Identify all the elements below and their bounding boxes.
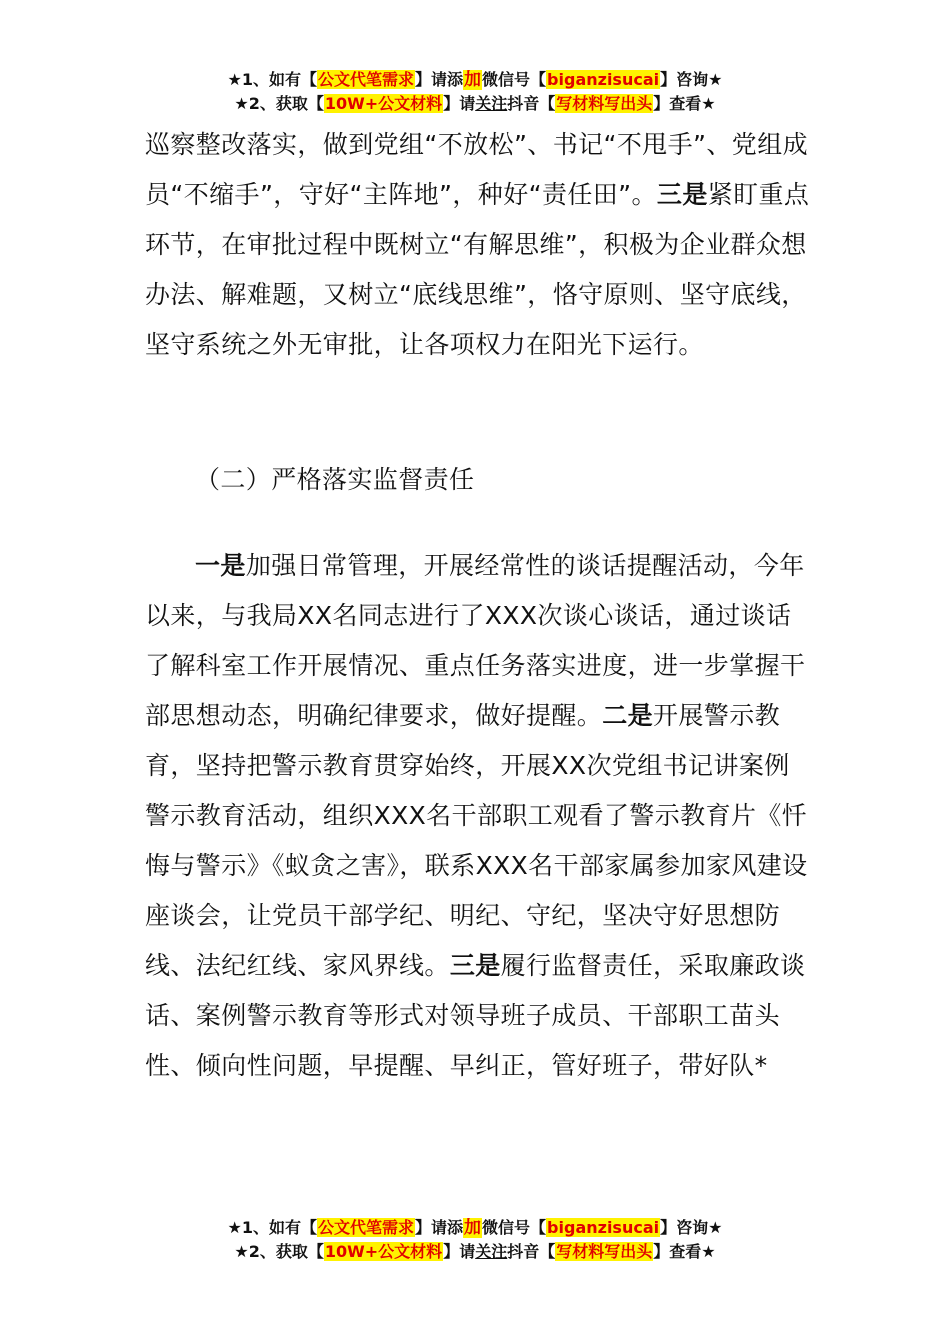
banner-line-1: ★1、如有【公文代笔需求】请添加微信号【biganzisucai】咨询★ — [227, 70, 723, 90]
paragraph-rectification: 巡察整改落实，做到党组“不放松”、书记“不甩手”、党组成员“不缩手”，守好“主阵地”，种好“责任田”。三是紧盯重点环节，在审批过程中既树立“有解思维”，积极为企业群众想办法、解难题，又树立“底线思维”，恪守原则、坚守底线，坚守系统之外无审批，让各项权力在阳光下运行。 — [145, 130, 810, 359]
highlight-wechat-id: biganzisucai — [547, 70, 660, 89]
highlight-service: 公文代笔需求 — [318, 70, 415, 89]
footer-banner — [0, 1216, 950, 1264]
point-marker: 三是 — [449, 951, 501, 980]
highlight-douyin-name: 写材料写出头 — [556, 1242, 653, 1261]
point-marker: 一是 — [195, 551, 246, 580]
banner-line-2: ★2、获取【10W+公文材料】请关注抖音【写材料写出头】查看★ — [234, 1242, 716, 1261]
point-marker: 二是 — [602, 701, 654, 730]
highlight-service: 公文代笔需求 — [318, 1218, 415, 1237]
header-banner — [0, 68, 950, 116]
section-heading: （二）严格落实监督责任 — [195, 465, 475, 494]
paragraph-supervision: 一是加强日常管理，开展经常性的谈话提醒活动，今年以来，与我局XX名同志进行了XXX次谈心谈话，通过谈话了解科室工作开展情况、重点任务落实进度，进一步掌握干部思想动态，明确纪律要求，做好提醒。二是开展警示教育，坚持把警示教育贯穿始终，开展XX次党组书记讲案例警示教育活动，组织XXX名干部职工观看了警示教育片《忏悔与警示》《蚁贪之害》，联系XXX名干部家属参加家风建设座谈会，让党员干部学纪、明纪、守纪，坚决守好思想防线、法纪红线、家风界线。三是履行监督责任，采取廉政谈话、案例警示教育等形式对领导班子成员、干部职工苗头性、倾向性问题，早提醒、早纠正，管好班子，带好队* — [145, 551, 808, 1080]
highlight-materials: 10W+公文材料 — [324, 94, 443, 113]
highlight-wechat-id: biganzisucai — [547, 1218, 660, 1237]
banner-line-2: ★2、获取【10W+公文材料】请关注抖音【写材料写出头】查看★ — [234, 94, 716, 113]
banner-line-1: ★1、如有【公文代笔需求】请添加微信号【biganzisucai】咨询★ — [227, 1218, 723, 1238]
point-marker: 三是 — [656, 180, 708, 209]
highlight-douyin-name: 写材料写出头 — [556, 94, 653, 113]
highlight-materials: 10W+公文材料 — [324, 1242, 443, 1261]
